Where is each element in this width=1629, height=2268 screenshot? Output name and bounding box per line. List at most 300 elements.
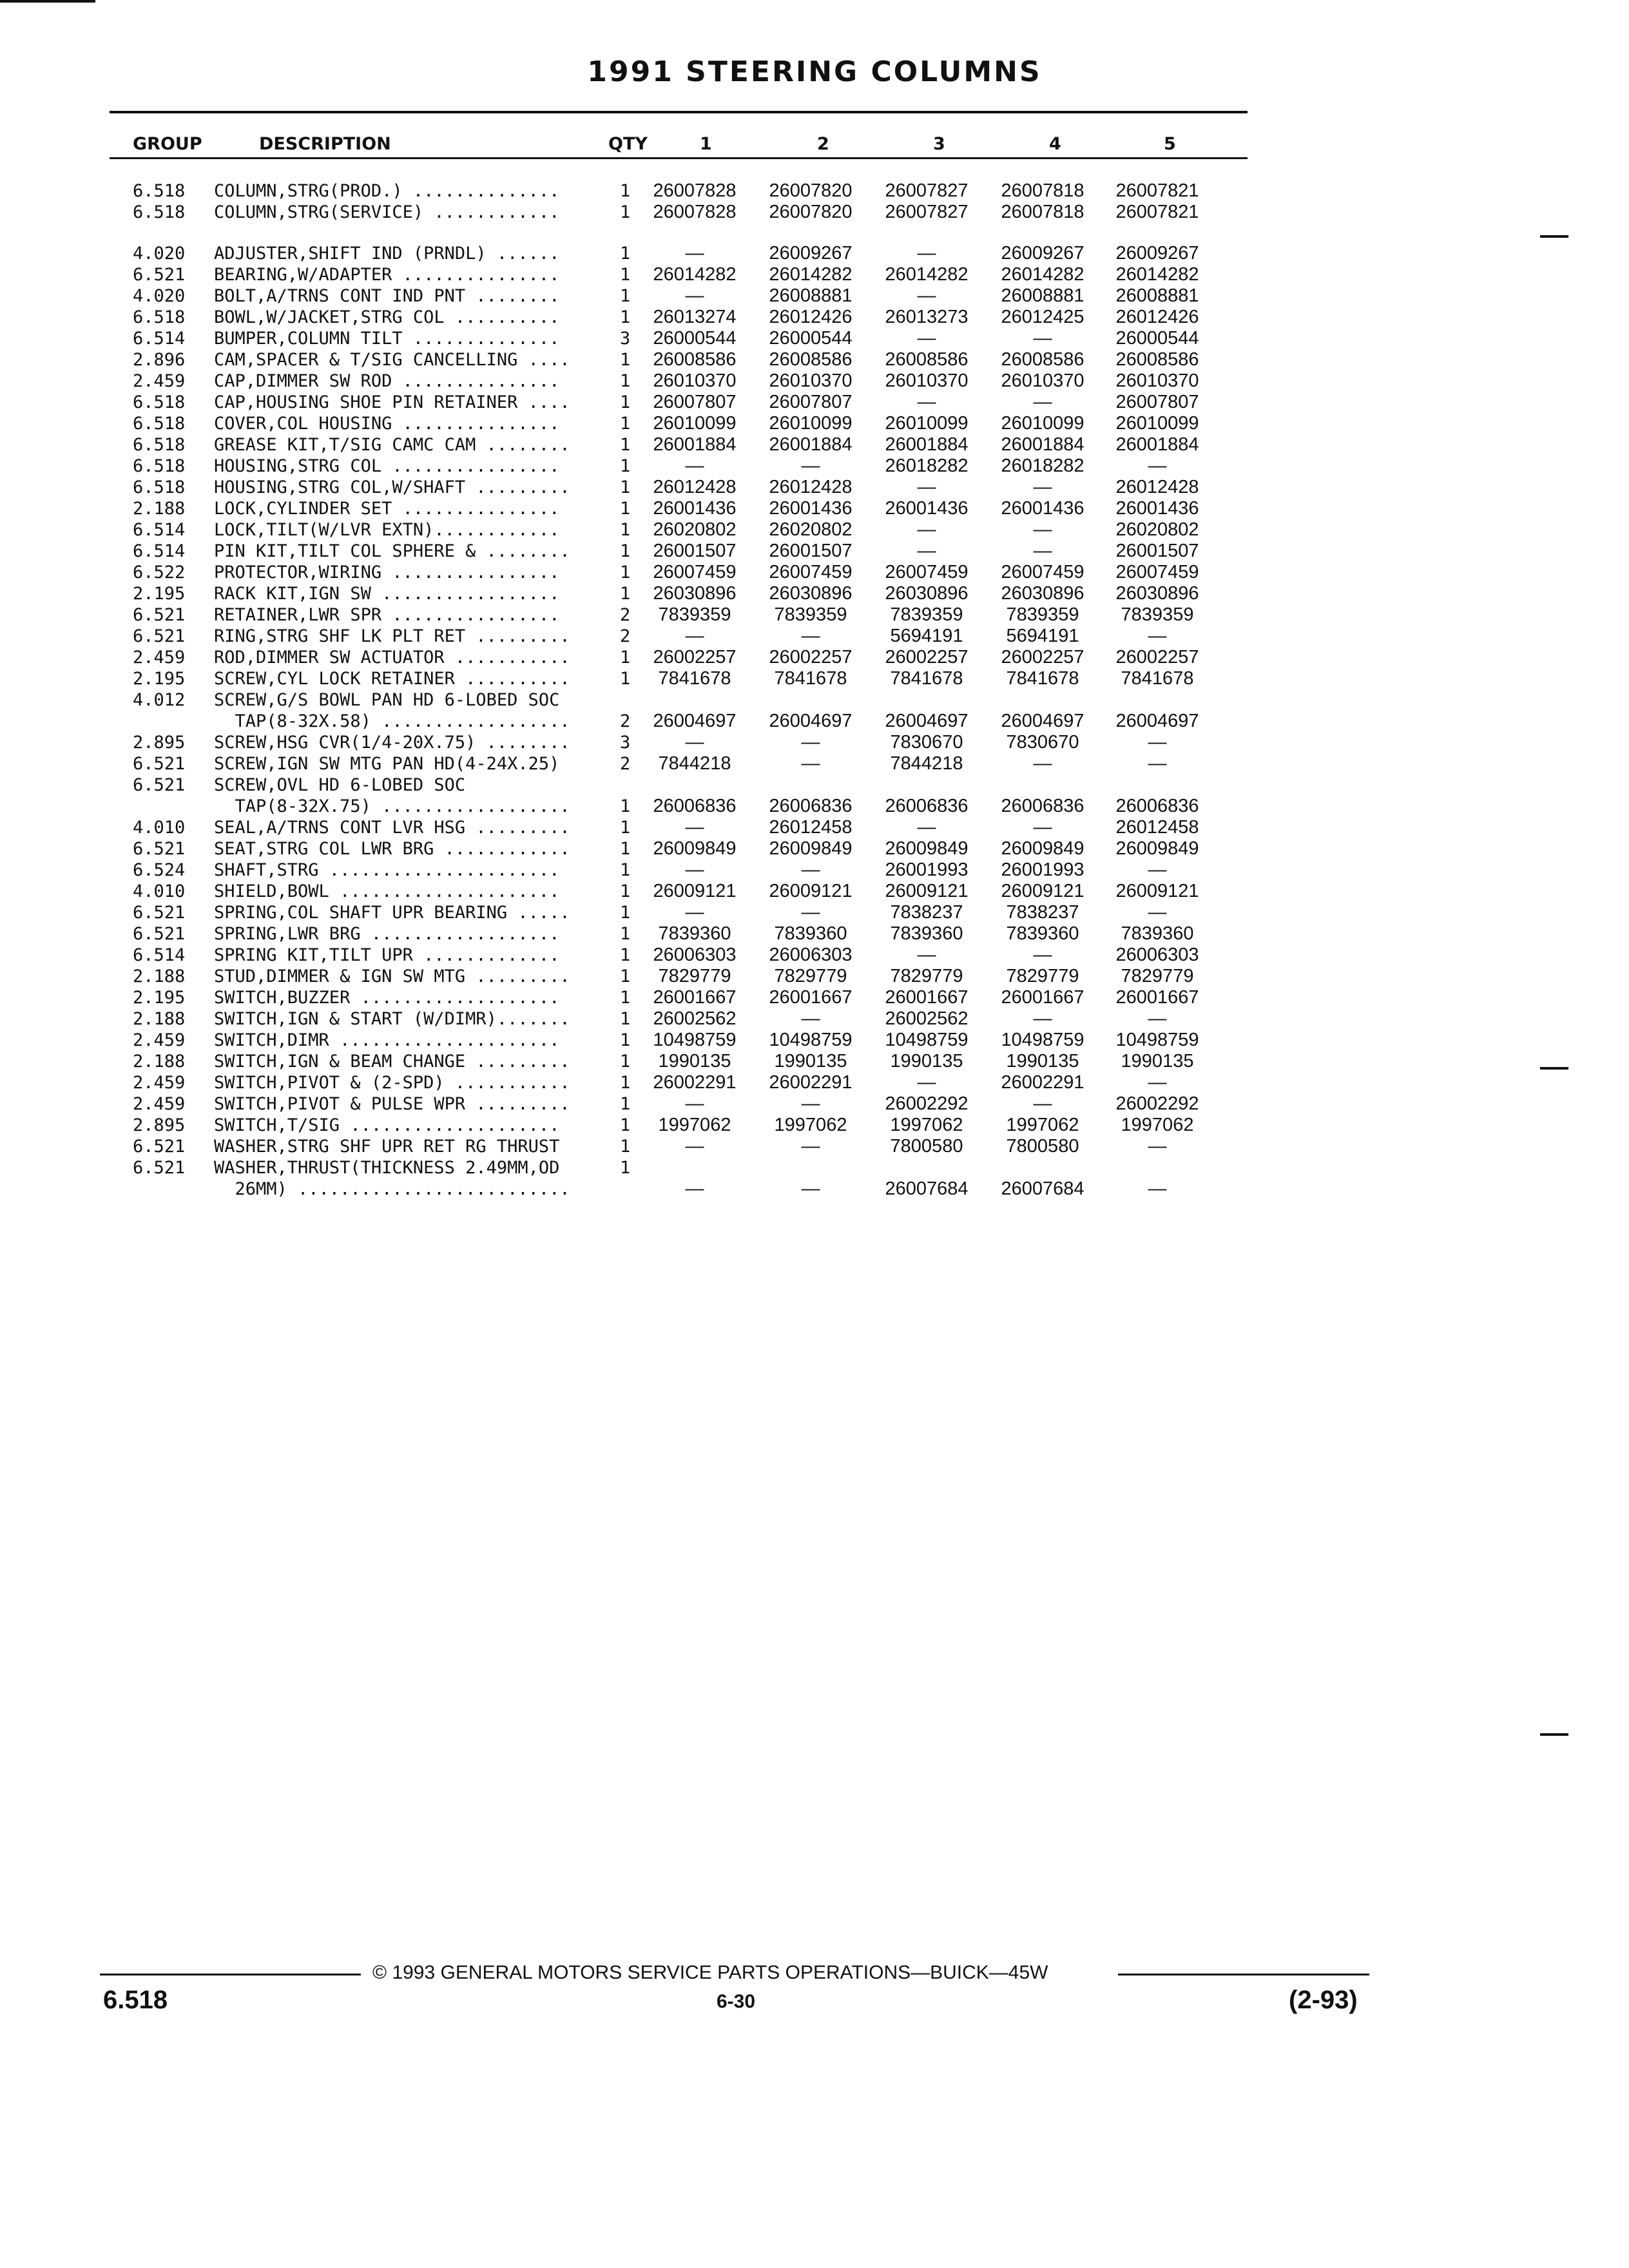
row-group-number: 6.521	[133, 1158, 186, 1178]
row-description: SHAFT,STRG ......................	[214, 860, 560, 880]
row-part-number-col-5: 26014282	[1115, 264, 1199, 285]
row-group-number: 6.518	[133, 181, 186, 201]
row-group-number: 6.524	[133, 860, 186, 880]
row-part-number-col-1: —	[685, 817, 704, 838]
table-row	[0, 753, 1629, 774]
row-quantity: 1	[620, 945, 631, 965]
row-group-number: 4.020	[133, 286, 186, 306]
row-part-number-col-4: 26030896	[1001, 583, 1084, 604]
row-group-number: 2.459	[133, 1073, 186, 1093]
table-row	[0, 923, 1629, 945]
table-row	[0, 817, 1629, 838]
row-part-number-col-4: 26018282	[1001, 456, 1084, 476]
table-row	[0, 413, 1629, 434]
row-description: BOWL,W/JACKET,STRG COL ..........	[214, 307, 560, 327]
row-part-number-col-5: 26012458	[1115, 817, 1199, 838]
row-part-number-col-2: —	[801, 626, 820, 646]
row-quantity: 1	[620, 924, 631, 944]
row-part-number-col-4: 26008881	[1001, 285, 1084, 306]
row-group-number: 6.521	[133, 903, 186, 923]
page-title: 1991 STEERING COLUMNS	[587, 55, 1042, 88]
row-part-number-col-1: 1997062	[658, 1115, 731, 1135]
row-group-number: 6.521	[133, 775, 186, 795]
row-part-number-col-1: 26002291	[653, 1072, 737, 1093]
margin-tick-mark	[1540, 1067, 1568, 1070]
row-quantity: 1	[620, 350, 631, 370]
row-description: SCREW,IGN SW MTG PAN HD(4-24X.25)	[214, 754, 560, 774]
row-part-number-col-1: —	[685, 732, 704, 753]
row-quantity: 1	[620, 1094, 631, 1114]
row-part-number-col-4: 7838237	[1006, 902, 1079, 923]
row-part-number-col-4: —	[1033, 477, 1052, 497]
table-row	[0, 987, 1629, 1008]
table-row	[0, 1072, 1629, 1093]
row-group-number: 2.895	[133, 733, 186, 753]
row-part-number-col-5: 26008586	[1115, 349, 1199, 370]
row-quantity: 2	[620, 711, 631, 731]
table-row	[0, 838, 1629, 860]
row-quantity: 3	[620, 329, 631, 349]
row-part-number-col-2: 7839359	[774, 604, 847, 625]
table-row	[0, 626, 1629, 647]
row-part-number-col-3: 7838237	[890, 902, 963, 923]
row-part-number-col-1: 26002562	[653, 1008, 737, 1029]
row-part-number-col-3: 7844218	[890, 753, 963, 774]
row-part-number-col-1: —	[685, 285, 704, 306]
row-description: LOCK,TILT(W/LVR EXTN)............	[214, 520, 560, 540]
row-quantity: 1	[620, 1158, 631, 1178]
row-part-number-col-5: 26007459	[1115, 562, 1199, 582]
column-header-2: 2	[817, 134, 829, 154]
row-part-number-col-5: 26001436	[1115, 498, 1199, 519]
table-row	[0, 1051, 1629, 1072]
row-part-number-col-1: 26000544	[653, 328, 737, 349]
row-part-number-col-4: 26009267	[1001, 243, 1084, 264]
row-part-number-col-5: 26012426	[1115, 307, 1199, 327]
row-quantity: 1	[620, 562, 631, 582]
table-row	[0, 860, 1629, 881]
column-header-group: GROUP	[133, 134, 202, 154]
row-group-number: 2.896	[133, 350, 186, 370]
row-part-number-col-1: 7829779	[658, 966, 731, 986]
row-description: PROTECTOR,WIRING ................	[214, 562, 560, 582]
row-part-number-col-4: —	[1033, 753, 1052, 774]
row-group-number: 2.459	[133, 1030, 186, 1050]
row-part-number-col-4: 26001993	[1001, 860, 1084, 880]
row-description: SPRING,COL SHAFT UPR BEARING .....	[214, 903, 570, 923]
row-group-number: 2.459	[133, 371, 186, 391]
row-part-number-col-5: —	[1148, 626, 1167, 646]
row-part-number-col-4: 7839360	[1006, 923, 1079, 944]
row-part-number-col-3: 26030896	[885, 583, 969, 604]
row-group-number: 6.521	[133, 924, 186, 944]
row-part-number-col-3: 26001667	[885, 987, 969, 1008]
row-description: SWITCH,PIVOT & (2-SPD) ...........	[214, 1073, 570, 1093]
row-part-number-col-4: —	[1033, 817, 1052, 838]
row-group-number: 6.518	[133, 414, 186, 434]
row-part-number-col-5: 26000544	[1115, 328, 1199, 349]
table-row	[0, 456, 1629, 477]
row-part-number-col-5: 26010370	[1115, 370, 1199, 391]
table-row	[0, 243, 1629, 264]
row-group-number: 2.195	[133, 988, 186, 1008]
row-group-number: 2.188	[133, 1009, 186, 1029]
row-quantity: 1	[620, 1052, 631, 1072]
table-row	[0, 966, 1629, 987]
row-part-number-col-3: 26013273	[885, 307, 969, 327]
table-row	[0, 774, 1629, 796]
column-header-3: 3	[933, 134, 945, 154]
row-part-number-col-1: 1990135	[658, 1051, 731, 1072]
row-part-number-col-4: 26001436	[1001, 498, 1084, 519]
row-part-number-col-5: 26007821	[1115, 180, 1199, 201]
margin-tick-mark	[1540, 235, 1568, 238]
row-part-number-col-4: —	[1033, 392, 1052, 412]
row-part-number-col-3: 1997062	[890, 1115, 963, 1135]
row-part-number-col-5: 26001884	[1115, 434, 1199, 455]
row-quantity: 1	[620, 1115, 631, 1135]
row-quantity: 1	[620, 860, 631, 880]
row-part-number-col-3: —	[917, 519, 936, 540]
row-quantity: 1	[620, 499, 631, 519]
row-group-number: 6.521	[133, 839, 186, 859]
row-description: RETAINER,LWR SPR ................	[214, 605, 560, 625]
row-part-number-col-2: 26012426	[769, 307, 853, 327]
row-group-number: 6.521	[133, 754, 186, 774]
row-description: BUMPER,COLUMN TILT ..............	[214, 329, 560, 349]
row-part-number-col-2: —	[801, 1136, 820, 1157]
row-part-number-col-4: 26008586	[1001, 349, 1084, 370]
row-part-number-col-2: 26001436	[769, 498, 853, 519]
footer-rule-left	[100, 1974, 361, 1975]
row-part-number-col-2: 26012458	[769, 817, 853, 838]
table-row	[0, 881, 1629, 902]
row-part-number-col-5: 1997062	[1121, 1115, 1194, 1135]
table-row	[0, 370, 1629, 392]
row-quantity: 1	[620, 839, 631, 859]
row-part-number-col-3: 26002562	[885, 1008, 969, 1029]
row-part-number-col-1: —	[685, 1136, 704, 1157]
row-part-number-col-2: —	[801, 902, 820, 923]
row-part-number-col-3: 26007827	[885, 180, 969, 201]
row-part-number-col-2: 26007459	[769, 562, 853, 582]
row-part-number-col-4: 26010099	[1001, 413, 1084, 434]
row-group-number: 6.522	[133, 562, 186, 582]
row-part-number-col-3: 26007827	[885, 202, 969, 222]
row-part-number-col-3: —	[917, 477, 936, 497]
row-part-number-col-2: —	[801, 1178, 820, 1199]
row-group-number: 6.514	[133, 520, 186, 540]
row-part-number-col-1: —	[685, 243, 704, 264]
row-description: SPRING KIT,TILT UPR .............	[214, 945, 560, 965]
row-quantity: 1	[620, 648, 631, 668]
row-part-number-col-4: 5694191	[1006, 626, 1079, 646]
row-quantity: 2	[620, 754, 631, 774]
row-part-number-col-4: —	[1033, 1093, 1052, 1114]
table-row	[0, 583, 1629, 604]
row-part-number-col-4: —	[1033, 541, 1052, 561]
row-part-number-col-3: 10498759	[885, 1030, 969, 1050]
row-part-number-col-2: 26000544	[769, 328, 853, 349]
row-part-number-col-2: 26009849	[769, 838, 853, 859]
row-part-number-col-1: 26030896	[653, 583, 737, 604]
row-part-number-col-4: 26002257	[1001, 647, 1084, 668]
row-description: SCREW,HSG CVR(1/4-20X.75) ........	[214, 733, 570, 753]
row-part-number-col-4: —	[1033, 519, 1052, 540]
row-part-number-col-3: 26004697	[885, 711, 969, 731]
row-description: CAP,DIMMER SW ROD ...............	[214, 371, 560, 391]
row-part-number-col-4: 7800580	[1006, 1136, 1079, 1157]
table-row	[0, 392, 1629, 413]
row-part-number-col-4: 7829779	[1006, 966, 1079, 986]
table-row	[0, 689, 1629, 711]
row-part-number-col-3: 7841678	[890, 668, 963, 689]
row-part-number-col-5: 26009267	[1115, 243, 1199, 264]
row-part-number-col-5: —	[1148, 1178, 1167, 1199]
row-part-number-col-3: 26007684	[885, 1178, 969, 1199]
row-part-number-col-2: —	[801, 1093, 820, 1114]
row-quantity: 1	[620, 818, 631, 838]
row-description: SWITCH,IGN & START (W/DIMR).......	[214, 1009, 570, 1029]
row-part-number-col-4: 26007459	[1001, 562, 1084, 582]
footer-revision-date: (2-93)	[1289, 1986, 1358, 2014]
row-part-number-col-5: 26006836	[1115, 796, 1199, 816]
column-header-4: 4	[1049, 134, 1061, 154]
row-quantity: 1	[620, 477, 631, 497]
row-part-number-col-2: 26007820	[769, 202, 853, 222]
row-part-number-col-4: 26010370	[1001, 370, 1084, 391]
row-group-number: 2.895	[133, 1115, 186, 1135]
row-part-number-col-3: 7800580	[890, 1136, 963, 1157]
row-part-number-col-5: —	[1148, 1008, 1167, 1029]
row-quantity: 1	[620, 669, 631, 689]
table-row	[0, 1136, 1629, 1157]
table-row	[0, 945, 1629, 966]
column-header-qty: QTY	[608, 134, 648, 154]
table-row	[0, 1093, 1629, 1115]
row-part-number-col-1: 26007828	[653, 180, 737, 201]
row-part-number-col-5: 26009849	[1115, 838, 1199, 859]
row-part-number-col-4: 26006836	[1001, 796, 1084, 816]
row-part-number-col-1: —	[685, 902, 704, 923]
row-quantity: 1	[620, 265, 631, 285]
row-part-number-col-1: 26014282	[653, 264, 737, 285]
row-part-number-col-4: 26007818	[1001, 180, 1084, 201]
row-description: ADJUSTER,SHIFT IND (PRNDL) ......	[214, 244, 560, 264]
row-part-number-col-1: 26001436	[653, 498, 737, 519]
row-part-number-col-3: 26006836	[885, 796, 969, 816]
row-part-number-col-2: —	[801, 753, 820, 774]
column-header-description: DESCRIPTION	[259, 134, 391, 154]
row-description: SEAL,A/TRNS CONT LVR HSG .........	[214, 818, 570, 838]
row-part-number-col-5: —	[1148, 1136, 1167, 1157]
row-part-number-col-1: 26001667	[653, 987, 737, 1008]
row-quantity: 1	[620, 435, 631, 455]
row-description: 26MM) ..........................	[214, 1179, 570, 1199]
row-part-number-col-2: 26009267	[769, 243, 853, 264]
row-quantity: 1	[620, 371, 631, 391]
row-description: BEARING,W/ADAPTER ...............	[214, 265, 560, 285]
row-quantity: 1	[620, 584, 631, 604]
row-part-number-col-3: 26014282	[885, 264, 969, 285]
row-part-number-col-3: 7830670	[890, 732, 963, 753]
row-part-number-col-1: 7844218	[658, 753, 731, 774]
row-part-number-col-5: 7841678	[1121, 668, 1194, 689]
row-part-number-col-5: 26030896	[1115, 583, 1199, 604]
row-description: SHIELD,BOWL .....................	[214, 881, 560, 901]
row-group-number: 2.195	[133, 584, 186, 604]
row-quantity: 1	[620, 414, 631, 434]
row-part-number-col-1: 26001507	[653, 541, 737, 561]
row-group-number: 6.521	[133, 1137, 186, 1157]
row-quantity: 1	[620, 966, 631, 986]
row-part-number-col-2: 26012428	[769, 477, 853, 497]
row-part-number-col-3: 26009121	[885, 881, 969, 901]
table-row	[0, 202, 1629, 223]
table-row	[0, 1157, 1629, 1178]
row-part-number-col-3: 5694191	[890, 626, 963, 646]
row-part-number-col-5: 26001507	[1115, 541, 1199, 561]
row-part-number-col-2: 26001507	[769, 541, 853, 561]
row-part-number-col-3: —	[917, 817, 936, 838]
row-part-number-col-2: 10498759	[769, 1030, 853, 1050]
row-part-number-col-3: 26002292	[885, 1093, 969, 1114]
row-group-number: 2.188	[133, 499, 186, 519]
row-part-number-col-3: 1990135	[890, 1051, 963, 1072]
row-description: ROD,DIMMER SW ACTUATOR ...........	[214, 648, 570, 668]
row-part-number-col-2: 26009121	[769, 881, 853, 901]
row-part-number-col-5: 26004697	[1115, 711, 1199, 731]
row-part-number-col-4: 1990135	[1006, 1051, 1079, 1072]
row-quantity: 2	[620, 626, 631, 646]
row-description: SPRING,LWR BRG ..................	[214, 924, 560, 944]
column-header-5: 5	[1164, 134, 1176, 154]
row-part-number-col-1: 26006836	[653, 796, 737, 816]
row-group-number: 6.518	[133, 477, 186, 497]
row-description: CAP,HOUSING SHOE PIN RETAINER ....	[214, 392, 570, 412]
row-part-number-col-5: —	[1148, 732, 1167, 753]
row-part-number-col-5: —	[1148, 902, 1167, 923]
table-row	[0, 349, 1629, 370]
row-group-number: 6.521	[133, 626, 186, 646]
row-part-number-col-3: 7829779	[890, 966, 963, 986]
row-quantity: 1	[620, 903, 631, 923]
row-group-number: 6.521	[133, 605, 186, 625]
row-part-number-col-2: 1990135	[774, 1051, 847, 1072]
row-quantity: 1	[620, 1009, 631, 1029]
row-part-number-col-2: —	[801, 456, 820, 476]
row-group-number: 6.514	[133, 945, 186, 965]
row-part-number-col-3: 26018282	[885, 456, 969, 476]
row-part-number-col-4: 26007684	[1001, 1178, 1084, 1199]
row-part-number-col-1: 26010099	[653, 413, 737, 434]
row-description: SWITCH,BUZZER ...................	[214, 988, 560, 1008]
row-description: COVER,COL HOUSING ...............	[214, 414, 560, 434]
row-part-number-col-1: 7839359	[658, 604, 731, 625]
row-group-number: 2.459	[133, 648, 186, 668]
table-row	[0, 1178, 1629, 1200]
row-part-number-col-5: 1990135	[1121, 1051, 1194, 1072]
row-quantity: 1	[620, 881, 631, 901]
row-part-number-col-1: 26002257	[653, 647, 737, 668]
row-part-number-col-1: 26001884	[653, 434, 737, 455]
table-row	[0, 519, 1629, 541]
row-part-number-col-1: 26020802	[653, 519, 737, 540]
row-part-number-col-3: —	[917, 541, 936, 561]
row-part-number-col-2: 26001667	[769, 987, 853, 1008]
table-row	[0, 732, 1629, 753]
row-part-number-col-1: 26013274	[653, 307, 737, 327]
row-part-number-col-5: 26002292	[1115, 1093, 1199, 1114]
table-row	[0, 604, 1629, 626]
row-part-number-col-2: 26008586	[769, 349, 853, 370]
table-row	[0, 668, 1629, 689]
row-group-number: 6.518	[133, 202, 186, 222]
row-part-number-col-3: —	[917, 945, 936, 965]
row-part-number-col-1: 26004697	[653, 711, 737, 731]
row-part-number-col-1: 26007807	[653, 392, 737, 412]
table-row	[0, 477, 1629, 498]
row-group-number: 4.012	[133, 690, 186, 710]
row-part-number-col-2: 26010370	[769, 370, 853, 391]
footer-copyright: © 1993 GENERAL MOTORS SERVICE PARTS OPERATIONS—BUICK—45W	[372, 1962, 1048, 1983]
row-group-number: 6.514	[133, 541, 186, 561]
row-quantity: 1	[620, 1073, 631, 1093]
row-part-number-col-1: 26009121	[653, 881, 737, 901]
row-part-number-col-5: —	[1148, 1072, 1167, 1093]
row-group-number: 2.188	[133, 1052, 186, 1072]
footer-rule-right	[1118, 1974, 1369, 1975]
row-part-number-col-1: 7839360	[658, 923, 731, 944]
row-quantity: 3	[620, 733, 631, 753]
row-group-number: 4.020	[133, 244, 186, 264]
row-description: GREASE KIT,T/SIG CAMC CAM ........	[214, 435, 570, 455]
row-description: SCREW,G/S BOWL PAN HD 6-LOBED SOC	[214, 690, 560, 710]
row-part-number-col-5: 26001667	[1115, 987, 1199, 1008]
row-part-number-col-2: —	[801, 860, 820, 880]
row-group-number: 2.195	[133, 669, 186, 689]
row-part-number-col-2: 26002291	[769, 1072, 853, 1093]
row-part-number-col-3: —	[917, 285, 936, 306]
row-part-number-col-1: —	[685, 626, 704, 646]
row-part-number-col-5: —	[1148, 456, 1167, 476]
table-row	[0, 285, 1629, 307]
row-group-number: 6.521	[133, 265, 186, 285]
row-group-number: 6.518	[133, 307, 186, 327]
row-part-number-col-1: 10498759	[653, 1030, 737, 1050]
table-row	[0, 264, 1629, 285]
table-row	[0, 902, 1629, 923]
row-description: WASHER,STRG SHF UPR RET RG THRUST	[214, 1137, 560, 1157]
row-description: RING,STRG SHF LK PLT RET .........	[214, 626, 570, 646]
table-row	[0, 180, 1629, 202]
row-quantity: 1	[620, 202, 631, 222]
row-part-number-col-1: —	[685, 1093, 704, 1114]
row-part-number-col-3: —	[917, 392, 936, 412]
row-description: SWITCH,DIMR .....................	[214, 1030, 560, 1050]
row-part-number-col-2: 26002257	[769, 647, 853, 668]
row-part-number-col-2: 26008881	[769, 285, 853, 306]
row-group-number: 2.188	[133, 966, 186, 986]
table-row	[0, 711, 1629, 732]
row-description: RACK KIT,IGN SW .................	[214, 584, 560, 604]
row-part-number-col-5: 26007807	[1115, 392, 1199, 412]
row-description: SCREW,OVL HD 6-LOBED SOC	[214, 775, 466, 795]
row-description: WASHER,THRUST(THICKNESS 2.49MM,OD	[214, 1158, 560, 1178]
row-quantity: 1	[620, 456, 631, 476]
row-part-number-col-1: 26006303	[653, 945, 737, 965]
row-part-number-col-2: —	[801, 1008, 820, 1029]
